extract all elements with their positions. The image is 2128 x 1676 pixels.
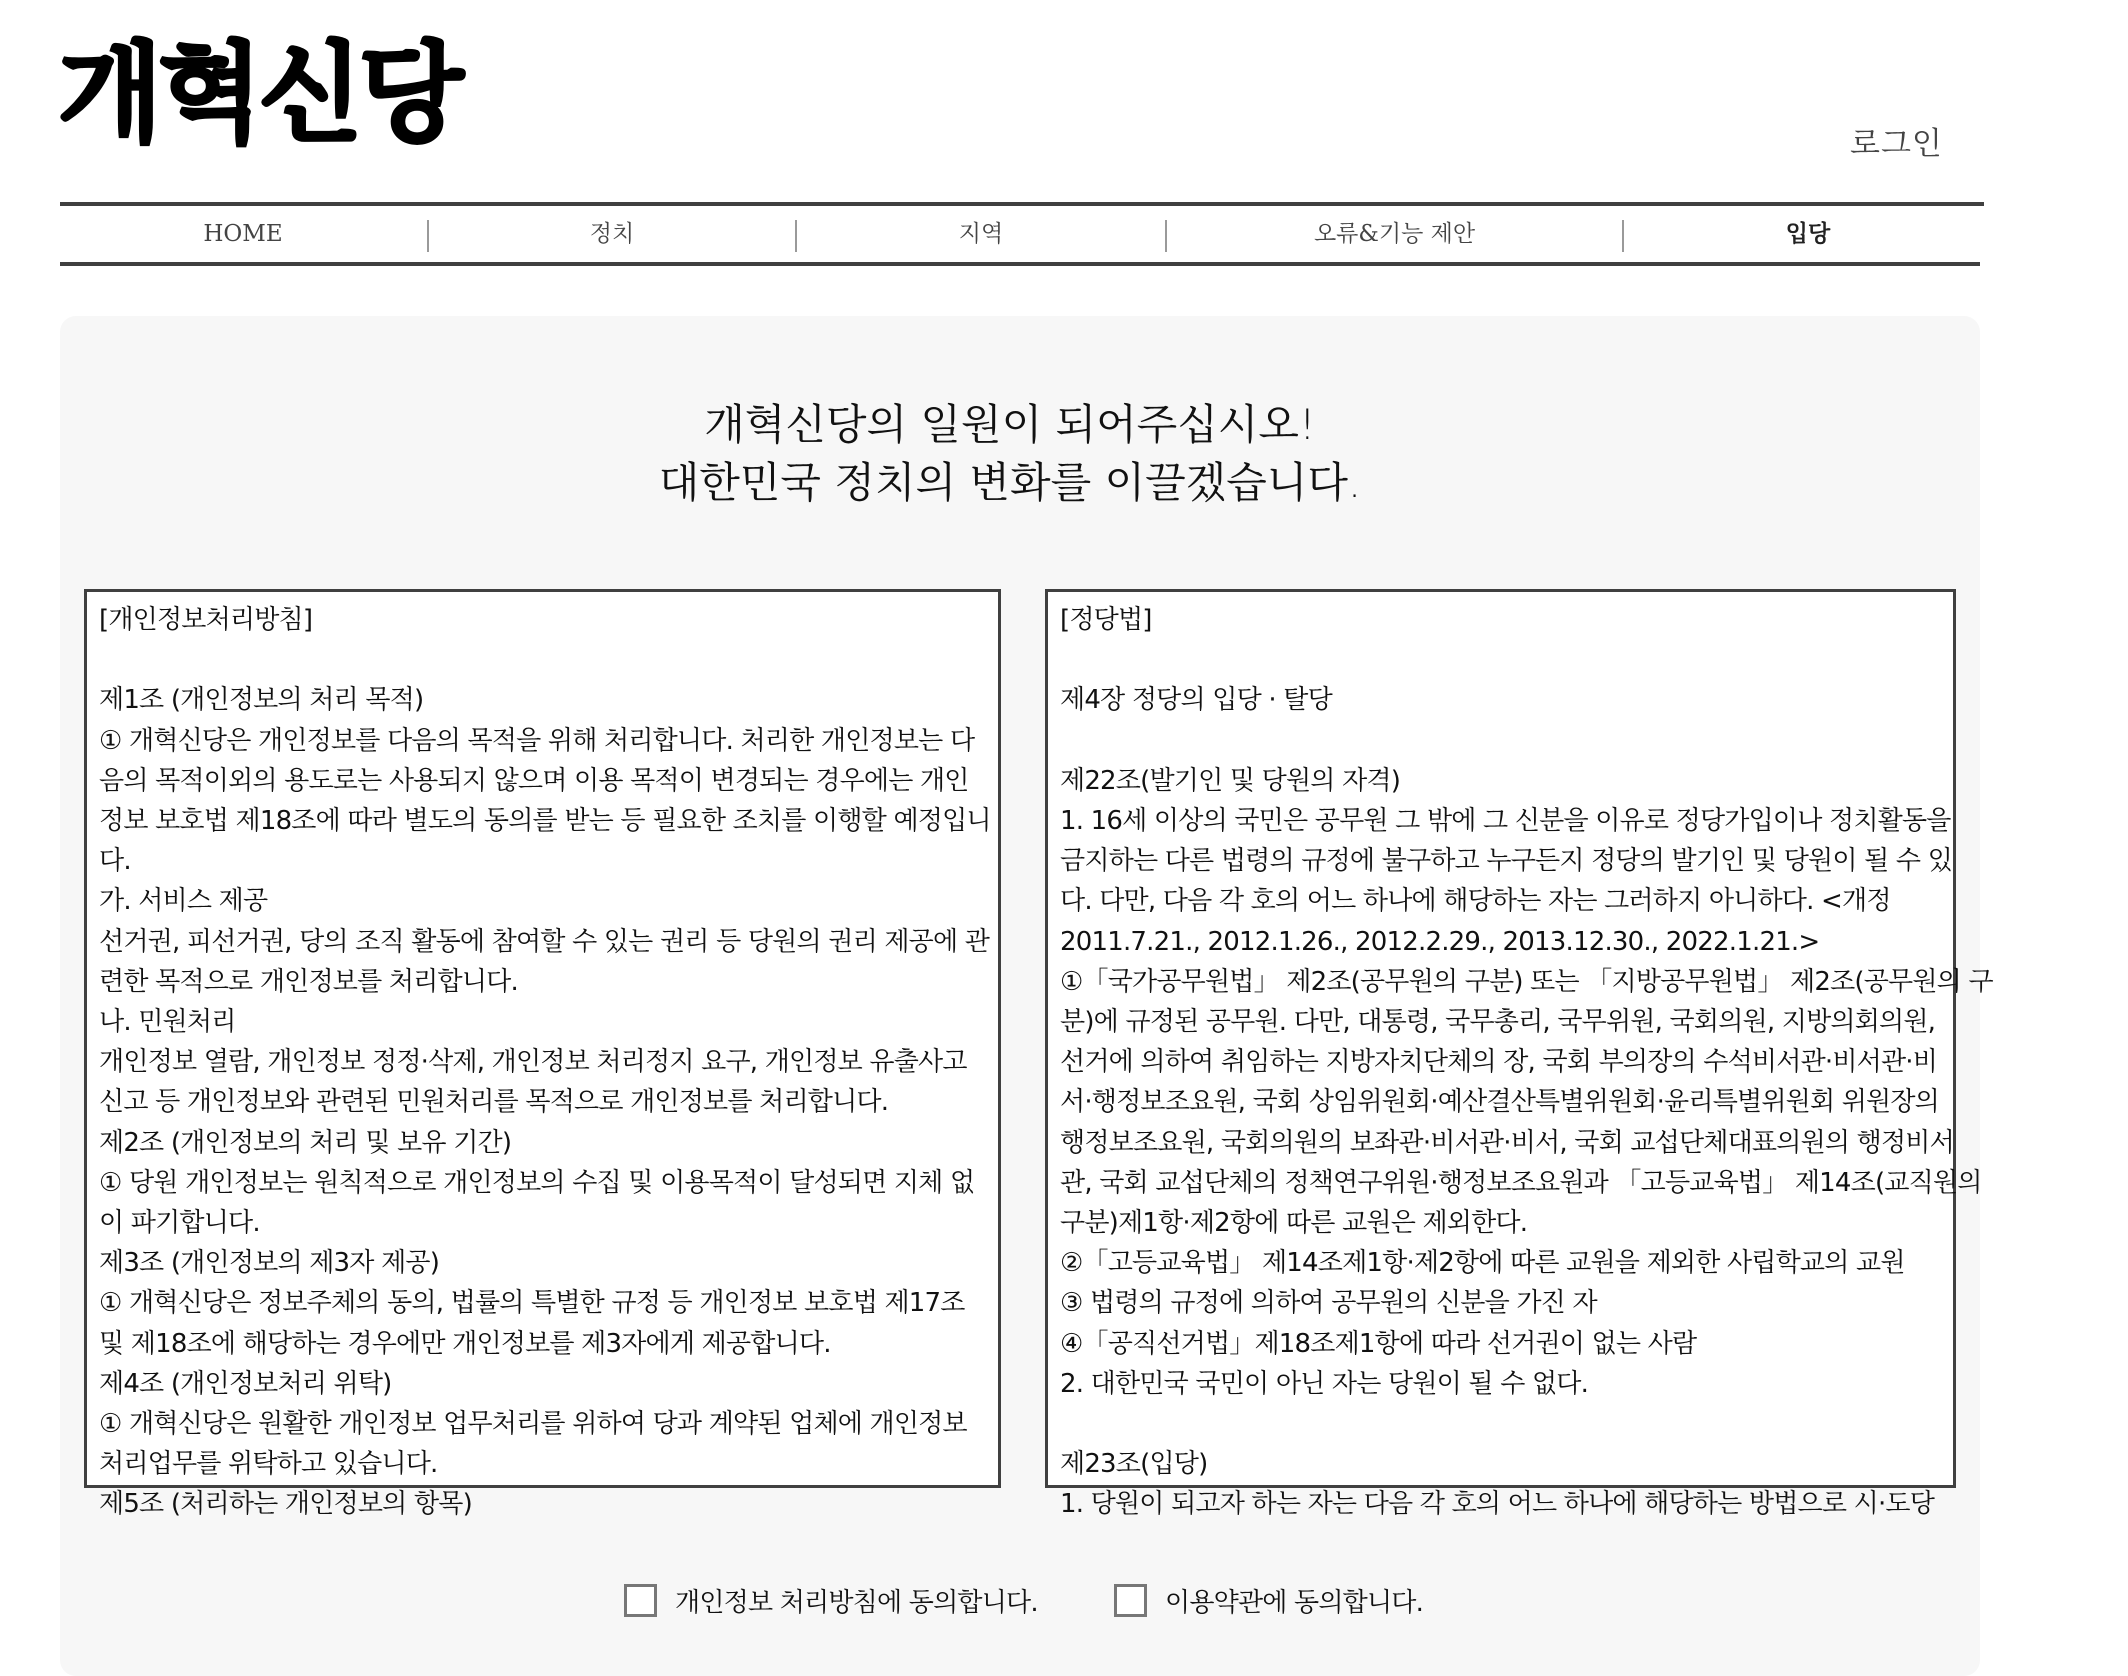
terms-consent-checkbox[interactable] bbox=[1114, 1584, 1147, 1617]
terms-line bbox=[1060, 721, 1941, 761]
terms-line: 처리업무를 위탁하고 있습니다. bbox=[99, 1449, 438, 1480]
terms-line: 분)에 규정된 공무원. 다만, 대통령, 국무총리, 국무위원, 국회의원, 지방의회의원, bbox=[1060, 1007, 1936, 1037]
terms-line: 1. 당원이 되고자 하는 자는 다음 각 호의 어느 하나에 해당하는 방법으로 시·도당 bbox=[1060, 1489, 1935, 1520]
terms-line: 정보 보호법 제18조에 따라 별도의 동의를 받는 등 필요한 조치를 이행할 예정입니 bbox=[99, 806, 991, 836]
terms-line: ④「공직선거법」제18조제1항에 따라 선거권이 없는 사람 bbox=[1060, 1328, 1697, 1359]
join-headline bbox=[60, 396, 1980, 512]
terms-line: 행정보조요원, 국회의원의 보좌관·비서관·비서, 국회 교섭단체대표의원의 행정비서 bbox=[1060, 1127, 1954, 1158]
terms-line: 가. 서비스 제공 bbox=[99, 886, 268, 917]
terms-line: 선거에 의하여 취임하는 지방자치단체의 장, 국회 부의장의 수석비서관·비서관·비 bbox=[1060, 1047, 1938, 1078]
terms-line: 련한 목적으로 개인정보를 처리합니다. bbox=[99, 966, 518, 997]
terms-line: ① 개혁신당은 정보주체의 동의, 법률의 특별한 규정 등 개인정보 보호법 제17조 bbox=[99, 1288, 965, 1319]
terms-line: 이 파기합니다. bbox=[99, 1208, 260, 1239]
privacy-policy-box[interactable] bbox=[84, 589, 1001, 1520]
terms-line: 신고 등 개인정보와 관련된 민원처리를 목적으로 개인정보를 처리합니다. bbox=[99, 1087, 889, 1118]
join-panel bbox=[60, 316, 1993, 1676]
terms-line: [정당법] bbox=[1060, 605, 1152, 635]
terms-line: 다. 다만, 다음 각 호의 어느 하나에 해당하는 자는 그러하지 아니하다. <개정 bbox=[1060, 886, 1891, 917]
terms-line: 나. 민원처리 bbox=[99, 1007, 236, 1038]
terms-line: 서·행정보조요원, 국회 상임위원회·예산결산특별위원회·윤리특별위원회 위원장의 bbox=[1060, 1087, 1939, 1118]
terms-line: ②「고등교육법」 제14조제1항·제2항에 따른 교원을 제외한 사립학교의 교원 bbox=[1060, 1248, 1905, 1279]
terms-consent[interactable] bbox=[1114, 1580, 1423, 1620]
party-law-box[interactable] bbox=[1045, 589, 1993, 1520]
terms-line bbox=[99, 640, 986, 680]
terms-line: 2011.7.21., 2012.1.26., 2012.2.29., 2013.12.30., 2022.1.21.> bbox=[1060, 926, 1820, 957]
terms-line: ① 개혁신당은 개인정보를 다음의 목적을 위해 처리합니다. 처리한 개인정보는 다 bbox=[99, 725, 975, 756]
terms-line: 제5조 (처리하는 개인정보의 항목) bbox=[99, 1489, 472, 1520]
headline-line-1: 개혁신당의 일원이 되어주십시오! bbox=[704, 400, 1316, 449]
privacy-consent-label: 개인정보 처리방침에 동의합니다. bbox=[675, 1587, 1038, 1618]
terms-line: 관, 국회 교섭단체의 정책연구위원·행정보조요원과 「고등교육법」 제14조(교직원의 bbox=[1060, 1167, 1982, 1198]
terms-line: 제2조 (개인정보의 처리 및 보유 기간) bbox=[99, 1127, 512, 1158]
terms-line: 제22조(발기인 및 당원의 자격) bbox=[1060, 765, 1401, 796]
terms-line: 1. 16세 이상의 국민은 공무원 그 밖에 그 신분을 이유로 정당가입이나 정치활동을 bbox=[1060, 805, 1951, 836]
terms-line: 음의 목적이외의 용도로는 사용되지 않으며 이용 목적이 변경되는 경우에는 개인 bbox=[99, 765, 969, 796]
nav-item-feedback[interactable]: 오류&기능 제안 bbox=[1313, 221, 1476, 247]
terms-line: ① 개혁신당은 원활한 개인정보 업무처리를 위하여 당과 계약된 업체에 개인정보 bbox=[99, 1409, 967, 1440]
terms-line: 제4장 정당의 입당 · 탈당 bbox=[1060, 685, 1332, 716]
login-link[interactable]: 로그인 bbox=[1850, 126, 1943, 162]
nav-item-home[interactable]: HOME bbox=[203, 221, 283, 247]
terms-line: 제3조 (개인정보의 제3자 제공) bbox=[99, 1248, 440, 1279]
headline-line-2: 대한민국 정치의 변화를 이끌겠습니다. bbox=[658, 458, 1362, 507]
terms-line: ①「국가공무원법」 제2조(공무원의 구분) 또는 「지방공무원법」 제2조(공무원의 구 bbox=[1060, 966, 1993, 997]
privacy-consent-checkbox[interactable] bbox=[624, 1584, 657, 1617]
terms-line: ③ 법령의 규정에 의하여 공무원의 신분을 가진 자 bbox=[1060, 1288, 1597, 1319]
terms-line bbox=[1060, 640, 1941, 680]
terms-line: 선거권, 피선거권, 당의 조직 활동에 참여할 수 있는 권리 등 당원의 권리 제공에 관 bbox=[99, 926, 990, 957]
terms-line: 다. bbox=[99, 846, 131, 877]
terms-line bbox=[1060, 1404, 1941, 1444]
site-logo[interactable]: 개혁신당 bbox=[58, 32, 460, 157]
privacy-consent[interactable] bbox=[624, 1580, 1038, 1620]
nav-item-join[interactable]: 입당 bbox=[1785, 220, 1831, 247]
terms-line: [개인정보처리방침] bbox=[99, 605, 313, 635]
terms-line: 개인정보 열람, 개인정보 정정·삭제, 개인정보 처리정지 요구, 개인정보 유출사고 bbox=[99, 1047, 967, 1078]
terms-line: 제1조 (개인정보의 처리 목적) bbox=[99, 685, 424, 716]
terms-line: 제4조 (개인정보처리 위탁) bbox=[99, 1368, 392, 1399]
nav-rule-bottom bbox=[60, 262, 1980, 266]
terms-line: 구분)제1항·제2항에 따른 교원은 제외한다. bbox=[1060, 1208, 1528, 1239]
nav-item-region[interactable]: 지역 bbox=[958, 221, 1004, 247]
terms-line: 및 제18조에 해당하는 경우에만 개인정보를 제3자에게 제공합니다. bbox=[99, 1328, 831, 1359]
terms-line: ① 당원 개인정보는 원칙적으로 개인정보의 수집 및 이용목적이 달성되면 지체 없 bbox=[99, 1167, 975, 1198]
terms-line: 제23조(입당) bbox=[1060, 1449, 1208, 1480]
terms-consent-label: 이용약관에 동의합니다. bbox=[1165, 1587, 1424, 1618]
terms-line: 2. 대한민국 국민이 아닌 자는 당원이 될 수 없다. bbox=[1060, 1368, 1589, 1399]
terms-line: 금지하는 다른 법령의 규정에 불구하고 누구든지 정당의 발기인 및 당원이 될 수 있 bbox=[1060, 846, 1953, 877]
main-nav bbox=[60, 206, 1980, 262]
nav-item-politics[interactable]: 정치 bbox=[589, 221, 635, 247]
